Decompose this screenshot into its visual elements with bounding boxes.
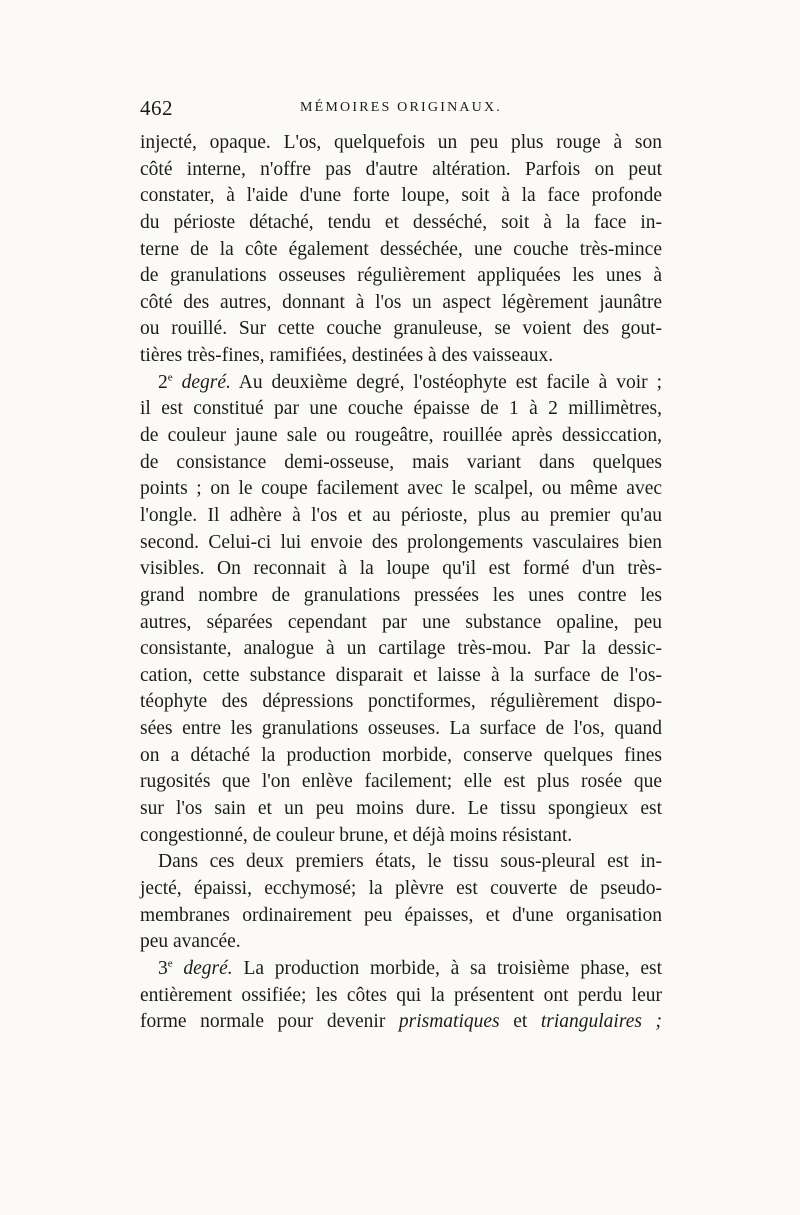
section-label: degré.: [181, 371, 231, 393]
text-line: téophyte des dépressions ponctiformes, régulièrement dispo-: [140, 691, 662, 713]
text-line: cation, cette substance disparait et laisse à la surface de l'os-: [140, 664, 662, 686]
page-number: 462: [140, 96, 173, 120]
text-line: constater, à l'aide d'une forte loupe, soit à la face profonde: [140, 185, 662, 207]
text-line-final: forme normale pour devenir prismatiques et triangulaires ;: [140, 1011, 662, 1033]
text-line: visibles. On reconnait à la loupe qu'il est formé d'un très-: [140, 558, 662, 580]
text-line: peu avancée.: [140, 931, 241, 953]
text-line: points ; on le coupe facilement avec le scalpel, ou même avec: [140, 478, 662, 500]
text-line: terne de la côte également desséchée, une couche très-mince: [140, 238, 662, 260]
text-line: de couleur jaune sale ou rougeâtre, rouillée après dessiccation,: [140, 425, 662, 447]
text-line: jecté, épaissi, ecchymosé; la plèvre est couverte de pseudo-: [140, 877, 662, 899]
text-line: l'ongle. Il adhère à l'os et au périoste, plus au premier qu'au: [140, 504, 662, 526]
body-text: [140, 130, 662, 1036]
running-head: MÉMOIRES ORIGINAUX.: [299, 100, 503, 115]
text-line: il est constitué par une couche épaisse de 1 à 2 millimètres,: [140, 398, 662, 420]
text-line: sées entre les granulations osseuses. La surface de l'os, quand: [140, 718, 662, 740]
text-line: autres, séparées cependant par une substance opaline, peu: [140, 611, 662, 633]
text-line: Dans ces deux premiers états, le tissu sous-pleural est in-: [158, 851, 662, 873]
text-line: rugosités que l'on enlève facilement; elle est plus rosée que: [140, 771, 662, 793]
text-line: second. Celui-ci lui envoie des prolongements vasculaires bien: [140, 531, 662, 553]
text-line: congestionné, de couleur brune, et déjà moins résistant.: [140, 824, 573, 846]
text-line: tières très-fines, ramifiées, destinées à des vaisseaux.: [140, 345, 554, 367]
text-line: sur l'os sain et un peu moins dure. Le tissu spongieux est: [140, 798, 662, 820]
text-line: côté des autres, donnant à l'os un aspect légèrement jaunâtre: [140, 291, 662, 313]
section-heading-line-second-degree: 2e degré. Au deuxième degré, l'ostéophyte est facile à voir ;: [158, 371, 663, 393]
text-line: de consistance demi-osseuse, mais variant dans quelques: [140, 451, 662, 473]
page-header: [140, 96, 662, 130]
text-line: ou rouillé. Sur cette couche granuleuse, se voient des gout-: [140, 318, 662, 340]
text-line: de granulations osseuses régulièrement appliquées les unes à: [140, 265, 662, 287]
book-page: [140, 96, 662, 1036]
section-label: degré.: [183, 957, 233, 979]
text-line: côté interne, n'offre pas d'autre altération. Parfois on peut: [140, 158, 662, 180]
text-line: membranes ordinairement peu épaisses, et d'une organisation: [140, 904, 662, 926]
text-line: consistante, analogue à un cartilage très-mou. Par la dessic-: [140, 638, 662, 660]
text-line: grand nombre de granulations pressées les unes contre les: [140, 584, 662, 606]
text-line: on a détaché la production morbide, conserve quelques fines: [140, 744, 662, 766]
section-heading-line-third-degree: 3e degré. La production morbide, à sa troisième phase, est: [158, 957, 663, 979]
text-line: du périoste détaché, tendu et desséché, soit à la face in-: [140, 211, 662, 233]
text-line: entièrement ossifiée; les côtes qui la présentent ont perdu leur: [140, 984, 662, 1006]
text-line: injecté, opaque. L'os, quelquefois un peu plus rouge à son: [140, 132, 662, 153]
